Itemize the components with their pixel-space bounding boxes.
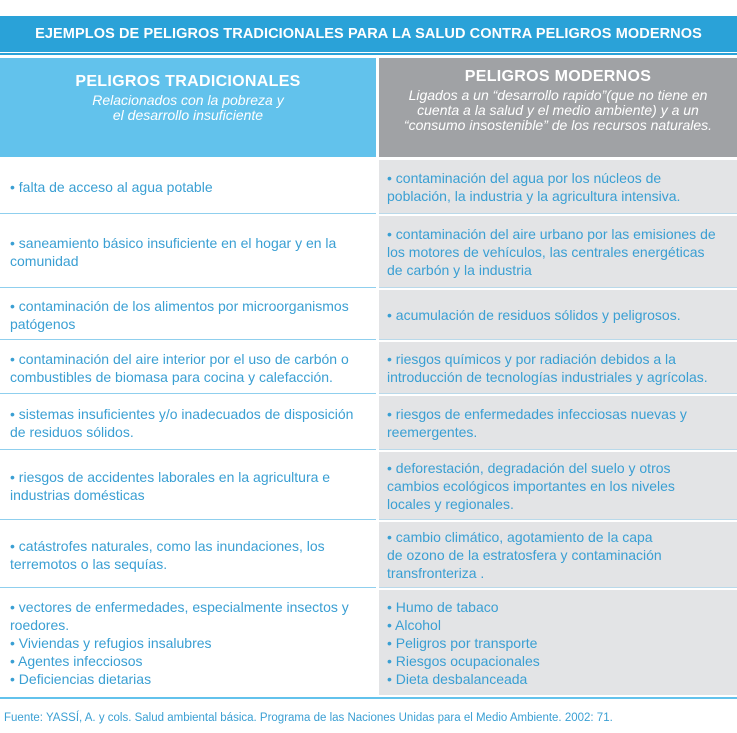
cell-line: • riesgos de accidentes laborales en la agricultura e [10, 468, 331, 485]
subheading-line: el desarrollo insuficiente [112, 107, 264, 123]
cell-traditional [0, 160, 376, 214]
cell-line: reemergentes. [387, 423, 478, 440]
cell-modern [379, 160, 737, 214]
header-traditional [0, 58, 376, 157]
title-divider [0, 53, 737, 55]
cell-traditional [0, 216, 376, 288]
cell-line: • catástrofes naturales, como las inundaciones, los [10, 537, 325, 554]
cell-modern [379, 590, 737, 695]
cell-line: los motores de vehículos, las centrales energéticas [387, 243, 705, 260]
header-modern [379, 58, 737, 157]
table-row [0, 522, 737, 588]
cell-line: • Alcohol [387, 616, 441, 633]
subheading-line: Ligados a un “desarrollo rapido”(que no tiene en [408, 87, 708, 103]
table-title: EJEMPLOS DE PELIGROS TRADICIONALES PARA LA SALUD CONTRA PELIGROS MODERNOS [0, 16, 737, 52]
cell-traditional [0, 290, 376, 340]
cell-line: cambios ecológicos importantes en los niveles [387, 477, 675, 494]
cell-line: • deforestación, degradación del suelo y otros [387, 459, 671, 476]
subheading-line: “consumo insostenible” de los recursos naturales. [403, 117, 713, 133]
cell-line: • sistemas insuficientes y/o inadecuados de disposición [10, 405, 354, 422]
subheading-modern [379, 88, 737, 133]
heading-traditional: PELIGROS TRADICIONALES [75, 73, 301, 90]
cell-traditional [0, 396, 376, 450]
cell-line: transfronteriza . [387, 564, 485, 581]
cell-line: • falta de acceso al agua potable [10, 178, 213, 195]
cell-traditional [0, 342, 376, 394]
cell-modern [379, 342, 737, 394]
cell-line: • contaminación del agua por los núcleos de [387, 169, 662, 186]
cell-line: locales y regionales. [387, 495, 514, 512]
subheading-line: cuenta a la salud y el medio ambiente) y a un [417, 102, 699, 118]
table-row [0, 160, 737, 214]
cell-traditional [0, 452, 376, 520]
table-row [0, 216, 737, 288]
cell-traditional [0, 590, 376, 695]
cell-line: terremotos o las sequías. [10, 555, 168, 572]
cell-line: • contaminación del aire urbano por las emisiones de [387, 225, 716, 242]
cell-line: combustibles de biomasa para cocina y calefacción. [10, 368, 333, 385]
cell-line: roedores. [10, 616, 70, 633]
table-row [0, 342, 737, 394]
table-row [0, 590, 737, 695]
cell-line: • Deficiencias dietarias [10, 670, 152, 687]
cell-line: • saneamiento básico insuficiente en el hogar y en la [10, 234, 337, 251]
cell-line: • cambio climático, agotamiento de la capa [387, 528, 653, 545]
table-row [0, 290, 737, 340]
cell-line: industrias domésticas [10, 486, 145, 503]
cell-line: • Dieta desbalanceada [387, 670, 528, 687]
cell-line: de carbón y la industria [387, 261, 532, 278]
cell-modern [379, 396, 737, 450]
cell-line: • vectores de enfermedades, especialmente insectos y [10, 598, 349, 615]
cell-line: patógenos [10, 315, 76, 332]
cell-modern [379, 522, 737, 588]
subheading-traditional [0, 93, 376, 123]
cell-line: • Peligros por transporte [387, 634, 538, 651]
cell-modern [379, 452, 737, 520]
heading-modern: PELIGROS MODERNOS [464, 68, 652, 85]
cell-line: • Riesgos ocupacionales [387, 652, 540, 669]
cell-line: • riesgos de enfermedades infecciosas nuevas y [387, 405, 687, 422]
cell-line: de ozono de la estratosfera y contaminación [387, 546, 662, 563]
cell-modern [379, 290, 737, 340]
cell-line: • acumulación de residuos sólidos y peligrosos. [387, 306, 681, 323]
cell-line: introducción de tecnologías industriales y agrícolas. [387, 368, 708, 385]
cell-traditional [0, 522, 376, 588]
table-row [0, 396, 737, 450]
table-bottom-border [0, 697, 737, 699]
cell-line: de residuos sólidos. [10, 423, 134, 440]
cell-line: • contaminación de los alimentos por microorganismos [10, 297, 349, 314]
table-row [0, 452, 737, 520]
subheading-line: Relacionados con la pobreza y [92, 92, 284, 108]
cell-line: • Agentes infecciosos [10, 652, 143, 669]
source-citation: Fuente: YASSÍ, A. y cols. Salud ambiental básica. Programa de las Naciones Unidas para el Medio Ambiente. 2002: 71. [4, 712, 613, 724]
cell-modern [379, 216, 737, 288]
cell-line: • contaminación del aire interior por el uso de carbón o [10, 350, 349, 367]
cell-line: población, la industria y la agricultura intensiva. [387, 187, 681, 204]
cell-line: • riesgos químicos y por radiación debidos a la [387, 350, 676, 367]
cell-line: comunidad [10, 252, 79, 269]
cell-line: • Humo de tabaco [387, 598, 499, 615]
cell-line: • Viviendas y refugios insalubres [10, 634, 212, 651]
